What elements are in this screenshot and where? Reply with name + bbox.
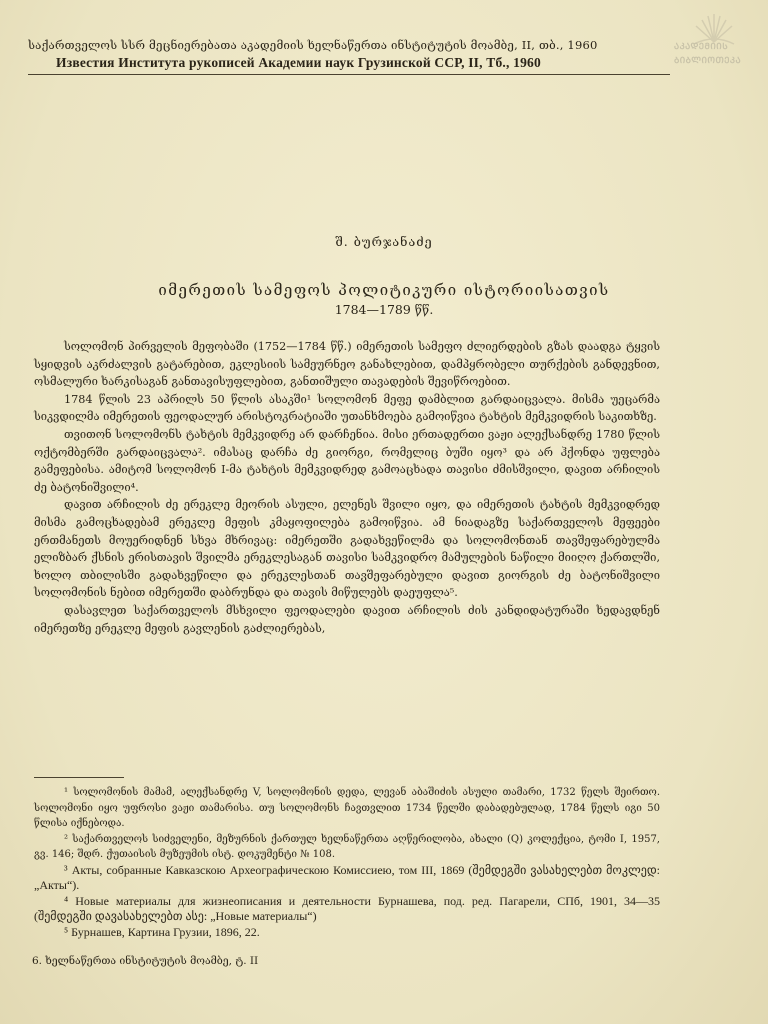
footnote: ⁵ Бурнашев, Картина Грузии, 1896, 22. [64,924,260,939]
body-paragraph: სოლომონ პირველის მეფობაში (1752—1784 წწ.) იმერეთის სამეფო ძლიერდების გზას დაადგა ტყვის სყიდვის აკრძალვის გატარებით, ეკლესიის სამეურნეო განახლებით, დამპყრობელი თურქების განდევნით, ოსმალური ხარკისაგან განთავისუფლებით, განთიშული თავადების შევიწროებით. [34,340,660,389]
footnote-divider [34,777,124,778]
journal-header-russian: Известия Института рукописей Академии наук Грузинской ССР, II, Тб., 1960 [56,55,541,70]
page-signature: 6. ხელნაწერთა ინსტიტუტის მოამბე, ტ. II [32,955,259,967]
header-divider [28,74,670,75]
body-paragraph: დავით არჩილის ძე ერეკლე მეორის ასული, ელენეს შვილი იყო, და იმერეთის ტახტის მემკვიდრედ მისმა გამოცხადებამ ერეკლე მეფის კმაყოფილება გამოიწვია. ამ ნიადაგზე საქართველოს მეფეები ერთმანეთს მოუერიდნენ სხვა მხრივაც: იმერეთში გადახვეწილმა და სოლომონთან თავშეფარებულმა ელიზბარ ქსნის ერისთავის შვილმა ერეკლესაგან თავისი სამკვიდრო მამულების ნაწილი მიიღო ქართლში, ხოლო თბილისში გადახვეწილი და ერეკლესთან თავშეფარებული დავით გიორგის ძე ბატონიშვილი სოლომონის ნებით იმერეთში დაბრუნდა და თავის მიწულებს დაეუფლა⁵. [34,498,660,600]
footnote: ⁴ Новые материалы для жизнеописания и деятельности Бурнашева, под. ред. Пагарели, СПб, 1901, 34—35 (შემდეგში დავასახელებთ ასე: „Новые материалы“) [34,893,660,923]
article-body [34,338,660,637]
body-paragraph: 1784 წლის 23 აპრილს 50 წლის ასაკში¹ სოლომონ მეფე დამბლით გარდაიცვალა. მისმა უეცარმა სიკვდილმა იმერეთის ფეოდალურ არისტოკრატიაში უთანხმოება გამოიწვია ტახტის მემკვიდრის საკითხზე. [34,392,660,424]
article-author: შ. ბურჯანაძე [335,234,433,249]
footnote: ³ Акты, собранные Кавказскою Археографическою Комиссиею, том III, 1869 (შემდეგში ვასახელებთ მოკლედ: „Акты“). [34,862,660,892]
footnote: ¹ სოლომონის მამამ, ალექსანდრე V, სოლომონის დედა, ლევან აბაშიძის ასული თამარი, 1732 წელს შეირთო. სოლომონი იყო უფროსი ვაჟი თამარისა. თუ სოლომონს ჩავთვლით 1734 წელში დაბადებულად, 1784 წელს იგი 50 წლისა იქნებოდა. [34,787,660,829]
journal-header-georgian: საქართველოს სსრ მეცნიერებათა აკადემიის ხელნაწერთა ინსტიტუტის მოამბე, II, თბ., 1960 [28,38,598,52]
footnotes [34,785,660,940]
body-paragraph: თვითონ სოლომონს ტახტის მემკვიდრე არ დარჩენია. მისი ერთადერთი ვაჟი ალექსანდრე 1780 წლის ოქტომბერში გარდაიცვალა². იმასაც დარჩა ძე გიორგი, რომელიც ბუში იყო³ და არ ჰქონდა უფლება გამეფებისა. ამიტომ სოლომონ I-მა ტახტის მემკვიდრედ გამოაცხადა თავისი ძმისშვილი, დავით არჩილის ძე ბატონიშვილი⁴. [34,427,660,494]
article-title: იმერეთის სამეფოს პოლიტიკური ისტორიისათვის [158,281,610,299]
body-paragraph: დასავლეთ საქართველოს მსხვილი ფეოდალები დავით არჩილის ძის კანდიდატურაში ხედავდნენ იმერეთზე ერეკლე მეფის გავლენის გაძლიერებას, [34,603,660,635]
library-stamp-text: ᲐᲙᲐᲓᲔᲛᲘᲘᲡ ᲑᲘᲑᲚᲘᲝᲗᲔᲙᲐ [674,42,742,66]
article-years: 1784—1789 წწ. [334,302,434,317]
footnote: ² საქართველოს სიძველენი, მეზურნის ქართულ ხელნაწერთა აღწერილობა, ახალი (Q) კოლექცია, ტომი I, 1957, გვ. 146; შდრ. ქუთაისის მუზეუმის ისტ. დოკუმენტი № 108. [34,833,660,860]
